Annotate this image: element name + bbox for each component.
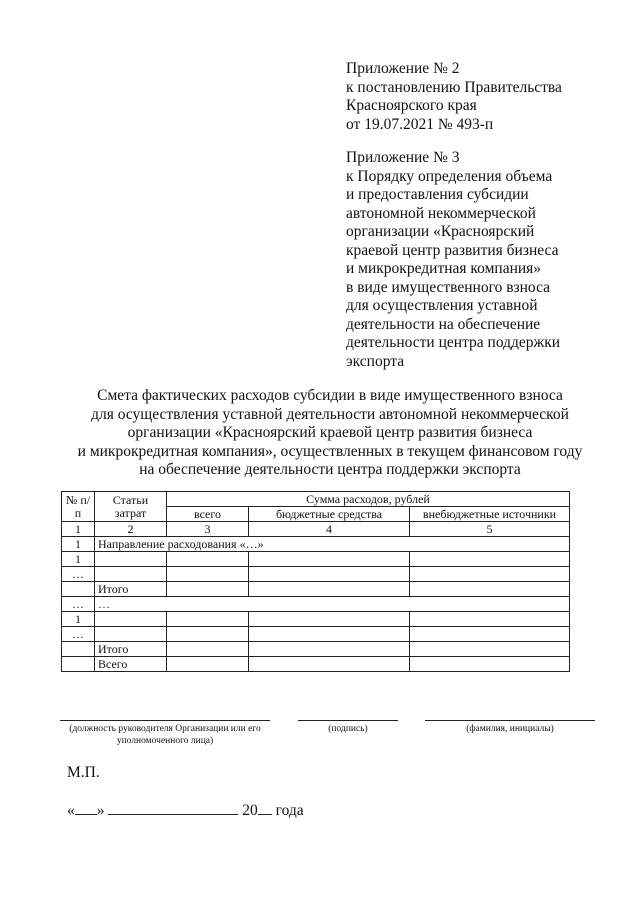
appendix-3-line: в виде имущественного взноса xyxy=(346,278,551,296)
table-row xyxy=(62,627,570,642)
document-title xyxy=(60,387,600,480)
signature-position-block xyxy=(60,720,270,747)
table-row xyxy=(62,582,570,597)
appendix-3-line: деятельности центра поддержки xyxy=(346,334,561,351)
table-row xyxy=(62,612,570,627)
row-label: Итого xyxy=(95,582,167,597)
value-cell xyxy=(410,612,570,627)
appendix-3-line: и микрокредитная компания» xyxy=(346,260,542,277)
date-day-blank xyxy=(75,800,97,815)
signature-line xyxy=(298,720,398,721)
colnum-cell: 5 xyxy=(410,522,570,537)
section-label: … xyxy=(95,597,570,612)
appendix-3-header xyxy=(346,149,606,371)
date-year-blank xyxy=(258,800,272,815)
appendix-3-line: автономной некоммерческой xyxy=(346,204,536,222)
value-cell xyxy=(167,582,249,597)
row-num: 1 xyxy=(62,612,95,627)
colnum-cell: 4 xyxy=(249,522,410,537)
table-header-row xyxy=(62,492,570,507)
appendix-3-line: экспорта xyxy=(346,352,405,370)
signature-name-block xyxy=(425,720,595,735)
row-num: 1 xyxy=(62,552,95,567)
header-sum: Сумма расходов, рублей xyxy=(167,492,570,507)
signature-sign-block xyxy=(298,720,398,735)
table-row xyxy=(62,642,570,657)
row-label xyxy=(95,612,167,627)
date-open-quote: « xyxy=(67,802,75,819)
value-cell xyxy=(410,552,570,567)
value-cell xyxy=(249,582,410,597)
table-colnum-row xyxy=(62,522,570,537)
value-cell xyxy=(167,612,249,627)
appendix-2-line: Красноярского края xyxy=(346,97,477,114)
value-cell xyxy=(249,642,410,657)
signature-position-caption: (должность руководителя Организации или его уполномоченного лица) xyxy=(69,724,261,746)
row-label: Итого xyxy=(95,642,167,657)
value-cell xyxy=(249,567,410,582)
appendix-3-line: к Порядку определения объема xyxy=(346,167,553,185)
appendix-3-line: для осуществления уставной xyxy=(346,297,538,314)
header-total: всего xyxy=(167,507,249,522)
row-label xyxy=(95,567,167,582)
date-suffix: года xyxy=(275,802,304,819)
signature-name-caption: (фамилия, инициалы) xyxy=(466,724,554,734)
header-budget: бюджетные средства xyxy=(249,507,410,522)
title-line: организации «Красноярский краевой центр развития бизнеса xyxy=(127,424,533,441)
value-cell xyxy=(249,657,410,672)
appendix-3-line: краевой центр развития бизнеса xyxy=(346,241,559,259)
title-line: Смета фактических расходов субсидии в виде имущественного взноса xyxy=(97,387,563,404)
value-cell xyxy=(249,627,410,642)
value-cell xyxy=(410,627,570,642)
colnum-cell: 2 xyxy=(95,522,167,537)
row-label xyxy=(95,627,167,642)
table-row xyxy=(62,567,570,582)
row-num: … xyxy=(62,597,95,612)
row-label: Всего xyxy=(95,657,167,672)
row-num: … xyxy=(62,627,95,642)
table-section-row xyxy=(62,537,570,552)
signature-line xyxy=(60,720,270,721)
date-line xyxy=(67,800,304,820)
row-num xyxy=(62,657,95,672)
table-section-row xyxy=(62,597,570,612)
appendix-2-header xyxy=(346,60,606,134)
appendix-3-line: Приложение № 3 xyxy=(346,149,460,166)
appendix-3-line: и предоставления субсидии xyxy=(346,186,529,203)
header-nonbudget: внебюджетные источники xyxy=(410,507,570,522)
signature-sign-caption: (подпись) xyxy=(328,724,368,734)
stamp-place-label: М.П. xyxy=(67,764,100,781)
value-cell xyxy=(167,642,249,657)
appendix-3-line: деятельности на обеспечение xyxy=(346,315,541,333)
table-row xyxy=(62,657,570,672)
table-row xyxy=(62,552,570,567)
value-cell xyxy=(410,567,570,582)
appendix-2-line: к постановлению Правительства xyxy=(346,78,562,96)
expense-table xyxy=(61,491,570,672)
appendix-2-line: от 19.07.2021 № 493-п xyxy=(346,115,494,133)
row-num: … xyxy=(62,567,95,582)
title-line: на обеспечение деятельности центра поддержки экспорта xyxy=(139,461,521,478)
value-cell xyxy=(410,582,570,597)
appendix-2-line: Приложение № 2 xyxy=(346,60,460,77)
row-num xyxy=(62,582,95,597)
value-cell xyxy=(167,657,249,672)
colnum-cell: 1 xyxy=(62,522,95,537)
value-cell xyxy=(410,642,570,657)
value-cell xyxy=(249,552,410,567)
title-line: для осуществления уставной деятельности автономной некоммерческой xyxy=(91,405,569,423)
colnum-cell: 3 xyxy=(167,522,249,537)
header-items: Статьи затрат xyxy=(95,492,167,522)
title-line: и микрокредитная компания», осуществленных в текущем финансовом году xyxy=(77,442,583,460)
appendix-3-line: организации «Красноярский xyxy=(346,223,535,240)
date-month-blank xyxy=(108,800,238,815)
value-cell xyxy=(167,552,249,567)
row-num xyxy=(62,642,95,657)
row-num: 1 xyxy=(62,537,95,552)
value-cell xyxy=(167,627,249,642)
value-cell xyxy=(167,567,249,582)
date-year-prefix: 20 xyxy=(242,802,258,819)
date-close-quote: » xyxy=(96,802,105,819)
value-cell xyxy=(249,612,410,627)
value-cell xyxy=(410,657,570,672)
section-label: Направление расходования «…» xyxy=(95,537,570,552)
header-num: № п/п xyxy=(62,492,95,522)
signature-line xyxy=(425,720,595,721)
row-label xyxy=(95,552,167,567)
